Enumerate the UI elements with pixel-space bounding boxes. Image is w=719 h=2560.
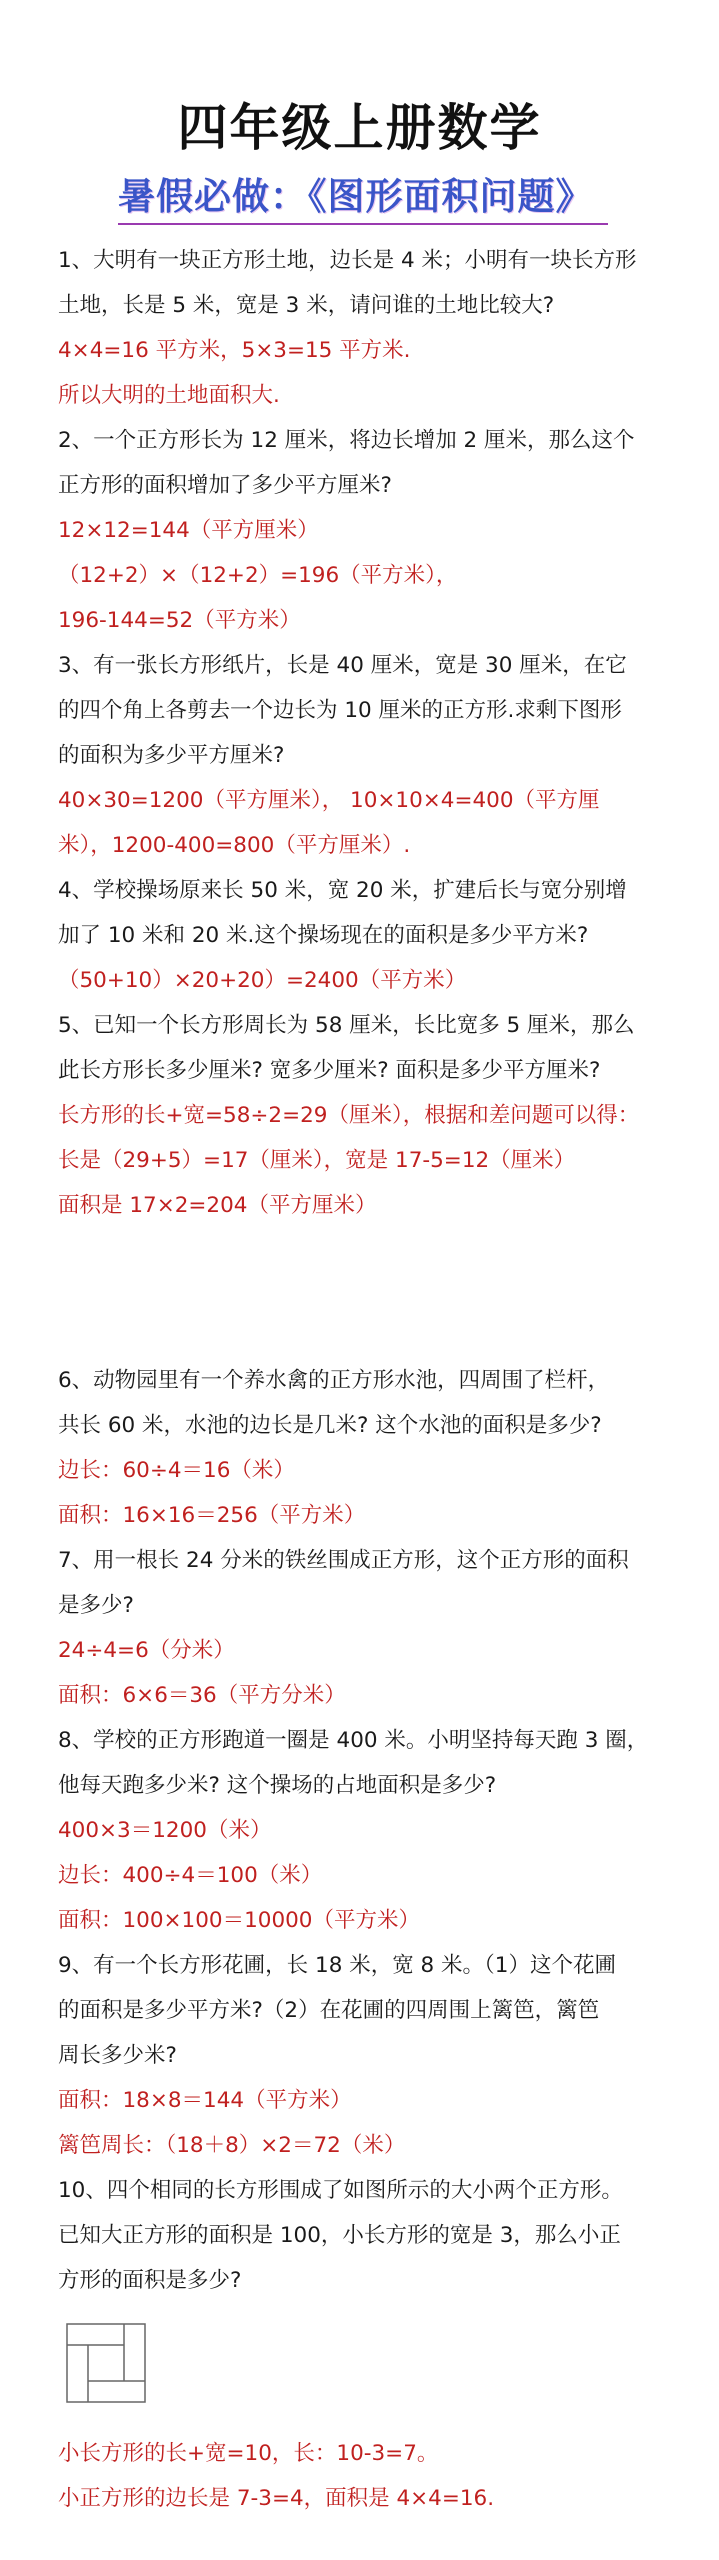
answer-line: 40×30=1200（平方厘米）， 10×10×4=400（平方厘 — [58, 788, 600, 813]
problem-2 — [58, 418, 670, 643]
question-line: 正方形的面积增加了多少平方厘米? — [58, 473, 392, 498]
answer-line: 边长：400÷4＝100（米） — [58, 1863, 323, 1888]
question-line: 的面积为多少平方厘米? — [58, 743, 285, 768]
question-line: 的面积是多少平方米?（2）在花圃的四周围上篱笆，篱笆 — [58, 1998, 600, 2023]
answer-line: 4×4=16 平方米，5×3=15 平方米. — [58, 338, 411, 363]
answer-line: 面积：6×6＝36（平方分米） — [58, 1683, 346, 1708]
question-line: 土地，长是 5 米，宽是 3 米，请问谁的土地比较大? — [58, 293, 555, 318]
problem-5 — [58, 1003, 670, 1228]
answer-line: 196-144=52（平方米） — [58, 608, 301, 633]
answer-line: 12×12=144（平方厘米） — [58, 518, 319, 543]
question-line: 加了 10 米和 20 米.这个操场现在的面积是多少平方米? — [58, 923, 589, 948]
question-line: 此长方形长多少厘米? 宽多少厘米? 面积是多少平方厘米? — [58, 1058, 601, 1083]
answer-line: 长是（29+5）=17（厘米），宽是 17-5=12（厘米） — [58, 1148, 576, 1173]
answer-line: 面积是 17×2=204（平方厘米） — [58, 1193, 377, 1218]
problem-4 — [58, 868, 670, 1003]
square-diagram — [66, 2323, 146, 2403]
question-line: 7、用一根长 24 分米的铁丝围成正方形，这个正方形的面积 — [58, 1548, 629, 1573]
blank-spacer — [58, 1228, 670, 1358]
question-line: 10、四个相同的长方形围成了如图所示的大小两个正方形。 — [58, 2178, 623, 2203]
answer-line: 小正方形的边长是 7-3=4，面积是 4×4=16. — [58, 2486, 495, 2511]
problem-1 — [58, 238, 670, 418]
problem-list — [58, 238, 670, 2521]
answer-line: 所以大明的土地面积大. — [58, 383, 280, 408]
answer-line: 面积：18×8＝144（平方米） — [58, 2088, 352, 2113]
question-line: 9、有一个长方形花圃，长 18 米，宽 8 米。（1）这个花圃 — [58, 1953, 616, 1978]
answer-line: 小长方形的长+宽=10，长：10-3=7。 — [58, 2441, 439, 2466]
question-line: 共长 60 米，水池的边长是几米? 这个水池的面积是多少? — [58, 1413, 602, 1438]
question-line: 是多少? — [58, 1593, 134, 1618]
problem-9 — [58, 1943, 670, 2168]
answer-line: 长方形的长+宽=58÷2=29（厘米），根据和差问题可以得： — [58, 1103, 640, 1128]
problem-8 — [58, 1718, 670, 1943]
outer-square — [67, 2324, 145, 2402]
problem-6 — [58, 1358, 670, 1538]
question-line: 6、动物园里有一个养水禽的正方形水池，四周围了栏杆， — [58, 1368, 610, 1393]
answer-line: 24÷4=6（分米） — [58, 1638, 235, 1663]
question-line: 3、有一张长方形纸片，长是 40 厘米，宽是 30 厘米，在它 — [58, 653, 627, 678]
question-line: 已知大正方形的面积是 100，小长方形的宽是 3，那么小正 — [58, 2223, 621, 2248]
question-line: 8、学校的正方形跑道一圈是 400 米。小明坚持每天跑 3 圈， — [58, 1728, 649, 1753]
answer-line: 面积：100×100＝10000（平方米） — [58, 1908, 420, 1933]
question-line: 的四个角上各剪去一个边长为 10 厘米的正方形.求剩下图形 — [58, 698, 622, 723]
question-line: 他每天跑多少米? 这个操场的占地面积是多少? — [58, 1773, 497, 1798]
answer-line: 面积：16×16＝256（平方米） — [58, 1503, 366, 1528]
question-line: 4、学校操场原来长 50 米，宽 20 米，扩建后长与宽分别增 — [58, 878, 627, 903]
answer-line: 400×3＝1200（米） — [58, 1818, 272, 1843]
question-line: 2、一个正方形长为 12 厘米，将边长增加 2 厘米，那么这个 — [58, 428, 635, 453]
answer-line: （12+2）×（12+2）=196（平方米）， — [58, 563, 458, 588]
question-line: 周长多少米? — [58, 2043, 177, 2068]
answer-line: 篱笆周长：（18＋8）×2＝72（米） — [58, 2133, 406, 2158]
page-title: 四年级上册数学 — [177, 99, 542, 157]
problem-3 — [58, 643, 670, 868]
question-line: 方形的面积是多少? — [58, 2268, 242, 2293]
answer-line: 米），1200-400=800（平方厘米）. — [58, 833, 411, 858]
problem-10 — [58, 2168, 670, 2521]
question-line: 5、已知一个长方形周长为 58 厘米，长比宽多 5 厘米，那么 — [58, 1013, 635, 1038]
subtitle: 暑假必做：《图形面积问题》 — [118, 175, 594, 218]
answer-line: （50+10）×20+20）=2400（平方米） — [58, 968, 467, 993]
answer-line: 边长：60÷4＝16（米） — [58, 1458, 295, 1483]
problem-7 — [58, 1538, 670, 1718]
question-line: 1、大明有一块正方形土地，边长是 4 米；小明有一块长方形 — [58, 248, 637, 273]
subtitle-banner — [118, 175, 608, 225]
